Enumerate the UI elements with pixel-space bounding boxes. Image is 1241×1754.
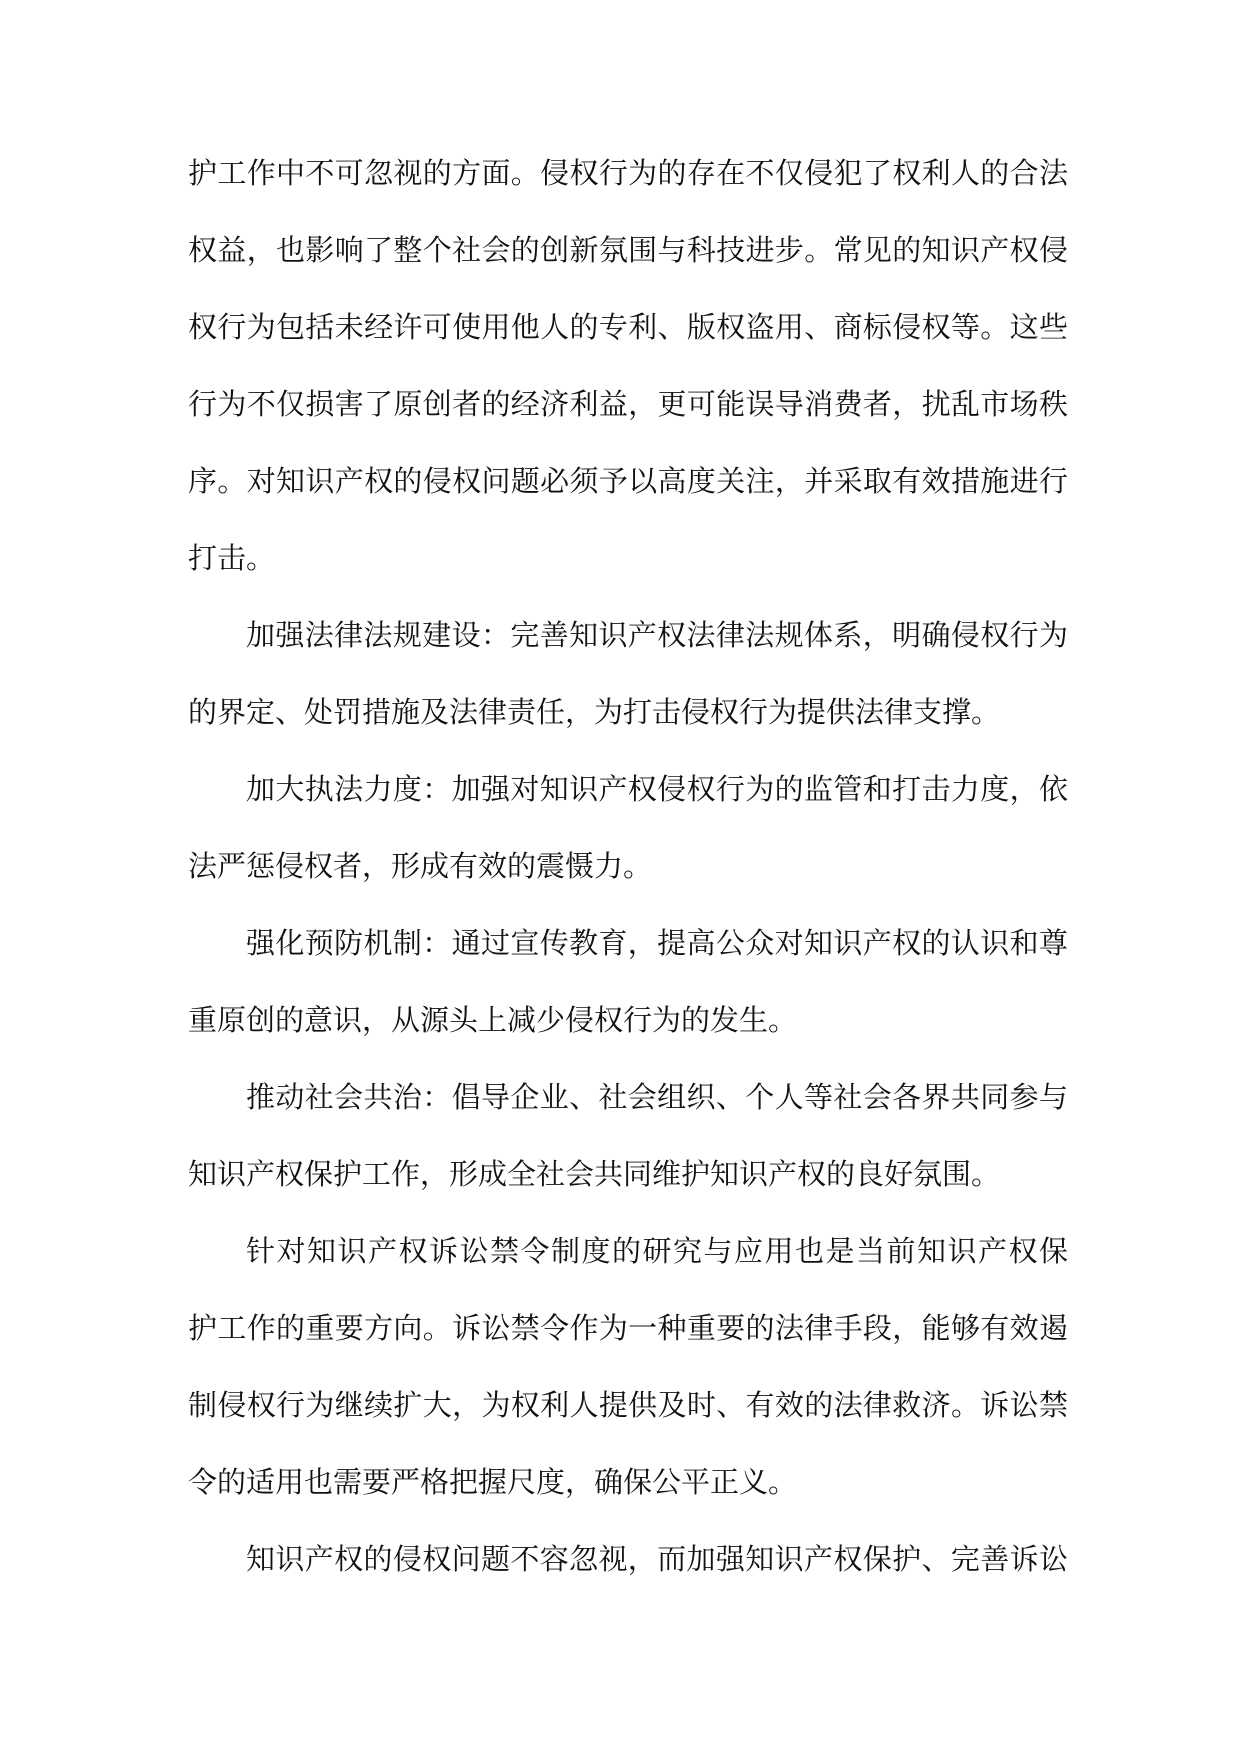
- text-line: 推动社会共治：倡导企业、社会组织、个人等社会各界共同参与: [246, 1080, 1068, 1114]
- text-line: 知识产权的侵权问题不容忽视，而加强知识产权保护、完善诉讼: [246, 1542, 1068, 1576]
- text-line: 法严惩侵权者，形成有效的震慑力。: [188, 849, 653, 883]
- text-line: 权益，也影响了整个社会的创新氛围与科技进步。常见的知识产权侵: [188, 233, 1068, 267]
- text-line: 打击。: [188, 541, 276, 575]
- text-line: 加大执法力度：加强对知识产权侵权行为的监管和打击力度，依: [246, 772, 1068, 806]
- text-line: 强化预防机制：通过宣传教育，提高公众对知识产权的认识和尊: [246, 926, 1068, 960]
- text-line: 制侵权行为继续扩大，为权利人提供及时、有效的法律救济。诉讼禁: [188, 1388, 1068, 1422]
- paragraph: [188, 912, 1068, 1066]
- paragraph: [188, 1528, 1068, 1605]
- paragraph: [188, 1220, 1068, 1528]
- text-line: 序。对知识产权的侵权问题必须予以高度关注，并采取有效措施进行: [188, 464, 1068, 498]
- paragraph: [188, 758, 1068, 912]
- text-line: 的界定、处罚措施及法律责任，为打击侵权行为提供法律支撑。: [188, 695, 1001, 729]
- document-body: [188, 142, 1068, 1605]
- text-line: 令的适用也需要严格把握尺度，确保公平正义。: [188, 1465, 798, 1499]
- paragraph: [188, 142, 1068, 604]
- text-line: 加强法律法规建设：完善知识产权法律法规体系，明确侵权行为: [246, 618, 1068, 652]
- text-line: 针对知识产权诉讼禁令制度的研究与应用也是当前知识产权保: [246, 1234, 1068, 1268]
- text-line: 行为不仅损害了原创者的经济利益，更可能误导消费者，扰乱市场秩: [188, 387, 1068, 421]
- text-line: 护工作的重要方向。诉讼禁令作为一种重要的法律手段，能够有效遏: [188, 1311, 1068, 1345]
- paragraph: [188, 604, 1068, 758]
- text-line: 权行为包括未经许可使用他人的专利、版权盗用、商标侵权等。这些: [188, 310, 1068, 344]
- paragraph: [188, 1066, 1068, 1220]
- text-line: 护工作中不可忽视的方面。侵权行为的存在不仅侵犯了权利人的合法: [188, 156, 1068, 190]
- text-line: 知识产权保护工作，形成全社会共同维护知识产权的良好氛围。: [188, 1157, 1001, 1191]
- text-line: 重原创的意识，从源头上减少侵权行为的发生。: [188, 1003, 798, 1037]
